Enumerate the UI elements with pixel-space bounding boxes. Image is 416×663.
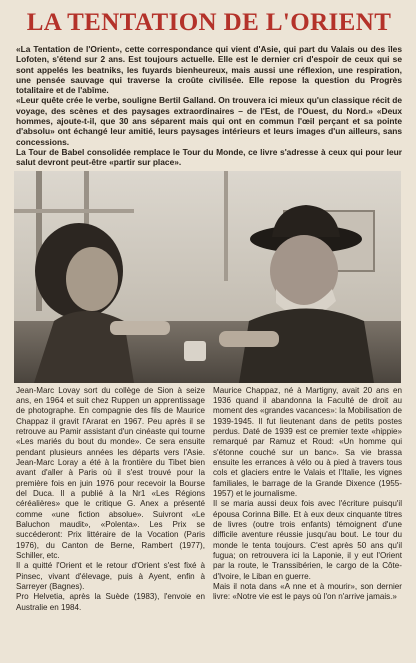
bio-paragraph: Mais il nota dans «A nne et à mourir», son dernier livre: «Notre vie est le pays où l'on n'arrive jamais.»: [213, 582, 402, 602]
intro-text: [16, 44, 402, 168]
bio-paragraph: Maurice Chappaz, né à Martigny, avait 20 ans en 1936 quand il abandonna la Faculté de droit au moment des «grandes vacances»: la Mobilisation de 1939-1945. Il fut lieutenant dans de petits postes perdus. Daté de 1939 est ce premier texte «hippie» remarqué par Ramuz et Roud: «Un homme qui s'étonne couché sur un banc». Sa vie brassa ensuite les errances à vélo ou à pied à travers tous cols et glaciers entre le Valais et l'Italie, les vignes familiales, le barrage de la Grande Dixence (1955-1957) et le journalisme.: [213, 385, 402, 498]
intro-paragraph: «La Tentation de l'Orient», cette correspondance qui vient d'Asie, qui part du Valais ou des îles Lofoten, s'étend sur 2 ans. Est toujours actuelle. Elle est le dernier cri d'espoir de ceux qui se sont appelés les beatniks, les fuyards bienheureux, mais aussi une réflexion, une respiration, une pensée sauvage qui traverse la croûte civilisée. Elle repose la question du Progrès totalitaire et de l'abîme.: [16, 44, 402, 96]
page-title: LA TENTATION DE L'ORIENT: [26, 9, 392, 36]
intro-paragraph: La Tour de Babel consolidée remplace le Tour du Monde, ce livre s'adresse à ceux qui pour leur salut devront peut-être «partir sur place».: [16, 146, 402, 168]
intro-paragraph: «Leur quête crée le verbe, souligne Bertil Galland. On trouvera ici mieux qu'un classique récit de voyage, des scènes et des paysages extraordinaires – de l'Est, de l'Ouest, du Nord.» «Deux hommes, ajoute-t-il, que 30 ans séparent mais qui ont en commun l'œil perçant et sa pointe d'absolu» ont échangé leur amitié, leurs paysages intérieurs et leurs images d'un ailleurs, sans concessions.: [16, 95, 402, 147]
bio-paragraph: Jean-Marc Lovay sort du collège de Sion à seize ans, en 1964 et suit chez Ruppen un apprentissage de photographe. En compagnie des fils de Maurice Chappaz il gravit l'Ararat en 1967. Peu après il se retrouve au Pamir assistant d'un cinéaste qui tourne «Les mariés du bout du monde». Ce sera ensuite pendant plusieurs années les départs vers l'Asie. Jean-Marc Loray a été à la frontière du Tibet bien avant d'aller à Paris où il s'est trouvé pour la première fois en juin 1976 pour recevoir la Bourse del Duca. Il a publié à la Nr1 «Les Régions céréalières» que le critique G. Anex a présenté comme «une fiction absolue». Suivront «Le Baluchon maudit», «Polenta». Les Prix se succéderont: Prix littéraire de la Vocation (Paris 1976), du Canton de Berne, Rambert (1977), Schiller, etc.: [16, 385, 205, 561]
biography-columns: [16, 386, 402, 614]
bio-paragraph: Pro Helvetia, après la Suède (1983), l'envoie en Australie en 1984.: [16, 592, 205, 612]
column-lovay: [16, 386, 205, 614]
photo-illustration: [14, 171, 401, 383]
bio-paragraph: Il se maria aussi deux fois avec l'écriture puisqu'il épousa Corinna Bille. Et à eux deux cinquante titres de livres (outre trois enfants) témoignent d'une difficile aventure réussie jusqu'au bout. Le tour du monde le tenta toujours. C'est après 50 ans qu'il fugua; on retrouvera ici la Laponie, il y eut l'Orient par la route, le Transsibérien, le cargo de la Côte-d'Ivoire, le Liban en guerre.: [213, 499, 402, 581]
column-chappaz: [213, 386, 402, 614]
bio-paragraph: Il a quitté l'Orient et le retour d'Orient s'est fixé à Pinsec, vivant d'élevage, puis à Ayent, enfin à Sarreyer (Bagnes).: [16, 561, 205, 592]
author-photo: [14, 171, 401, 383]
